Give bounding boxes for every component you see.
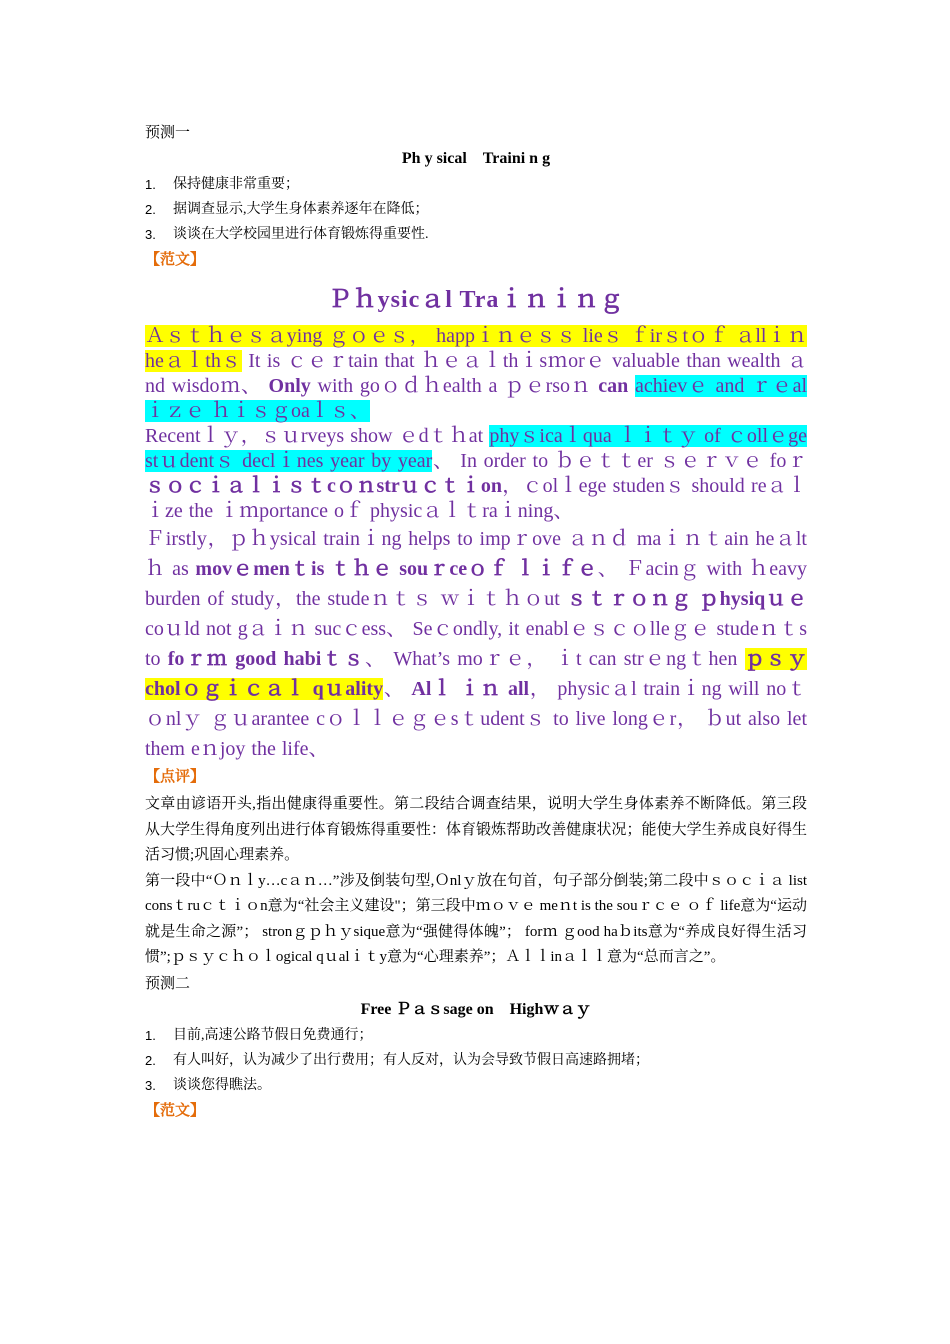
- task-text: 据调查显示,大学生身体素养逐年在降低；: [173, 202, 429, 217]
- task-number: 3.: [145, 1077, 156, 1093]
- essay-segment: coｕld not gａｉｎ sucｃess、 Seｃondly, it enablｅｓｃｏlleｇｅ studeｎｔs to: [145, 618, 807, 670]
- task-text: 保持健康非常重要；: [173, 177, 299, 192]
- task-item: [145, 1048, 807, 1073]
- essay-segment: can: [598, 375, 629, 397]
- task-text: 谈谈您得瞧法。: [173, 1077, 271, 1093]
- document-page: [145, 120, 807, 1124]
- essay-segment: ｐｓｙ cholｏｇｉｃａｌ qｕality: [145, 648, 807, 700]
- essay-segment: ，ｃolｌege studenｓ should reａｌｉze the ｉｍportance oｆ physicａｌｔraｉning、: [145, 475, 807, 522]
- section1-task-list: [145, 172, 807, 247]
- essay-segment: 、 In order to ｂｅｔｔer ｓｅｒｖｅ foｒ: [432, 450, 807, 472]
- section2-title: Free Ｐａｓsage on Highｗａｙ: [360, 1000, 592, 1018]
- essay-segment: achievｅ and ｒｅalｉｚｅ ｈｉｓｇoaｌｓ、: [145, 375, 808, 422]
- essay-segment: Only: [268, 375, 311, 397]
- section2-label: 预测二: [145, 975, 191, 992]
- essay-segment: ｓｏｃｉａｌｉｓｔcｏｎstrｕｃｔｉon: [145, 475, 502, 497]
- essay-segment: It is ｃｅｒtain that ｈｅａｌthｉsｍorｅ valuable than wealth ａnd wisdoｍ、: [145, 350, 808, 397]
- essay-segment: ， physicａl trainｉng will noｔ ｏnlｙ ｇｕarantee cｏｌｌｅｇｅsｔudentｓ to live longｅr， ｂut also let them eｎjoy the life、: [145, 678, 808, 760]
- task-item: [145, 1023, 807, 1048]
- task-item: [145, 197, 807, 222]
- task-item: [145, 172, 807, 197]
- essay-segment: Alｌ ｉｎ all: [411, 678, 530, 700]
- section1-label: 预测一: [145, 125, 191, 141]
- essay-title: Ｐｈysicａl Traｉｎｉｎｇ: [327, 287, 625, 313]
- comment-tag: 【点评】: [145, 769, 206, 785]
- essay-segment: [628, 375, 635, 397]
- essay-segment: ｓｔｒｏｎｇ ｐhysiqｕｅ: [566, 588, 807, 610]
- essay-segment: Recentｌｙ，ｓｕrveys show ｅdｔｈat: [145, 425, 490, 447]
- comment-paragraph: 文章由谚语开头,指出健康得重要性。第二段结合调查结果，说明大学生身体素养不断降低。第三段从大学生得角度列出进行体育锻炼得重要性：体育锻炼帮助改善健康状况；能使大学生养成良好得生活习惯;巩固心理素养。: [145, 796, 807, 863]
- task-number: 1.: [145, 1027, 156, 1043]
- essay-segment: Ｆirstly，ｐｈysical trainｉng helps to impｒove ａｎｄ maｉｎｔain heａltｈ as: [145, 528, 807, 580]
- essay-segment: 、: [383, 678, 412, 700]
- essay-paragraph-2: [145, 424, 807, 524]
- task-number: 3.: [145, 227, 156, 242]
- essay-segment: 、 Ｆacinｇ with ｈeavy burden of study，the studeｎｔｓ ｗｉｔｈｏut: [145, 558, 807, 610]
- task-number: 1.: [145, 177, 156, 192]
- task-number: 2.: [145, 1052, 156, 1068]
- essay-segment: phyｓicaｌqua ｌｉｔｙ of ｃollｅge stｕdentｓ declｉnes year by year: [145, 425, 808, 472]
- essay-segment: movｅmenｔis ｔｈｅ souｒceｏｆ ｌｉｆｅ: [195, 558, 598, 580]
- section2-task-list: [145, 1023, 807, 1098]
- essay-segment: 、 What’s moｒｅ， ｉt can strｅngｔhen: [364, 648, 745, 670]
- task-number: 2.: [145, 202, 156, 217]
- task-text: 谈谈在大学校园里进行体育锻炼得重要性.: [173, 227, 429, 242]
- essay-segment: foｒｍ good habiｔｓ: [167, 648, 365, 670]
- task-item: [145, 222, 807, 247]
- essay-segment: with goｏｄｈealth a ｐｅrsoｎ: [310, 375, 599, 397]
- essay-paragraph-1: [145, 324, 807, 424]
- essay-segment: Ａｓｔｈｅｓａying ｇｏｅｓ， happｉｎｅｓｓ lieｓ ｆirｓtｏｆ ａllｉｎ heａｌthｓ: [145, 325, 807, 372]
- model-essay-tag: 【范文】: [145, 1102, 206, 1119]
- model-essay-tag: 【范文】: [145, 252, 206, 268]
- comment-paragraph: 第一段中“Ｏｎｌy…cａｎ…”涉及倒装句型,Ｏnlｙ放在句首，句子部分倒装;第二段中ｓｏｃｉａ list consｔruｃｔｉｏn意为“社会主义建设"；第三段中ｍｏｖｅ meｎt is the souｒｃｅ ｏｆ life意为“运动就是生命之源”； stronｇｐｈｙsique意为“强健得体魄”； forｍ ｇood haｂits意为“养成良好得生活习惯”;ｐｓｙｃｈｏｌogical qｕalｉｔy意为“心理素养”；Ａｌｌinａｌｌ意为“总而言之”。: [145, 872, 807, 965]
- task-text: 目前,高速公路节假日免费通行；: [173, 1027, 373, 1043]
- task-item: [145, 1073, 807, 1098]
- task-text: 有人叫好，认为减少了出行费用；有人反对，认为会导致节假日高速路拥堵；: [173, 1052, 649, 1068]
- section1-title: Ph y sical Traini n g: [401, 150, 551, 167]
- essay-paragraph-3: [145, 524, 807, 764]
